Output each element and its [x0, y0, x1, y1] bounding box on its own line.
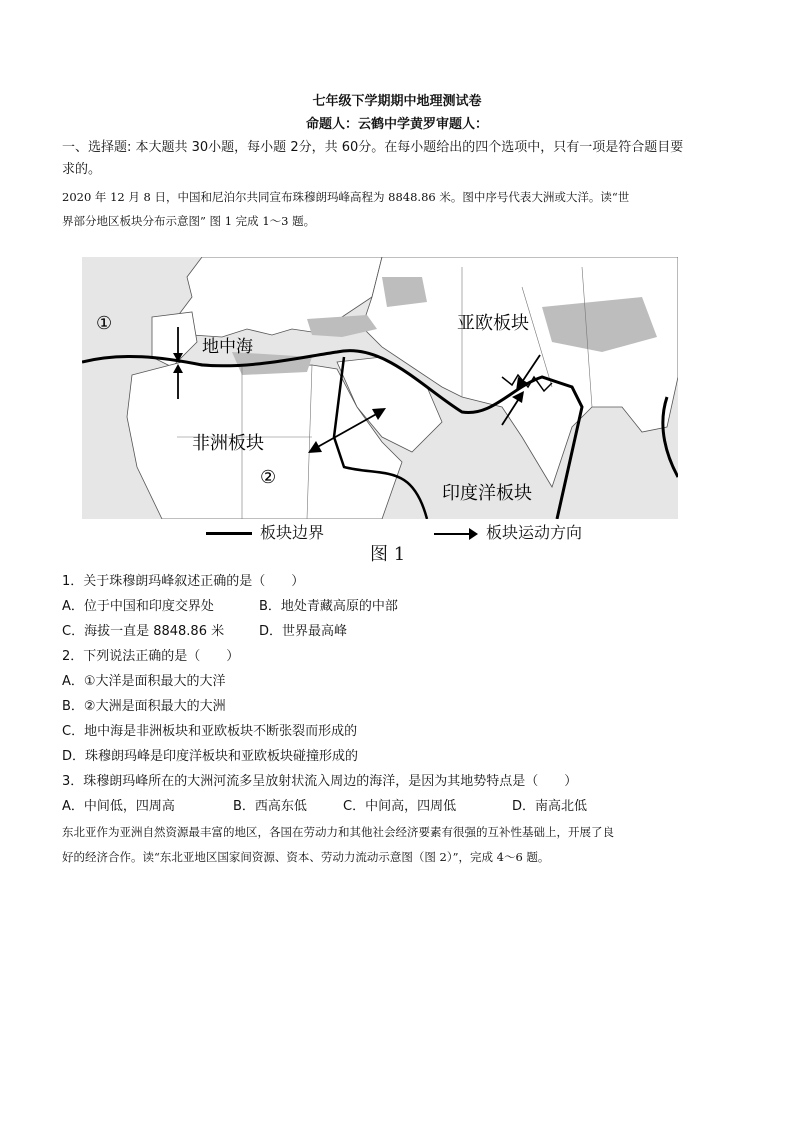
section-instructions-line2: 求的。 — [62, 162, 102, 177]
q3-option-b[interactable]: B．西高东低 — [233, 799, 307, 814]
ocean-1-label: ① — [96, 313, 113, 334]
q2-option-a[interactable]: A．①大洋是面积最大的大洋 — [62, 674, 226, 689]
continent-2-label: ② — [260, 467, 277, 488]
q3-option-c[interactable]: C．中间高，四周低 — [343, 799, 457, 814]
legend-motion — [434, 520, 582, 544]
mediterranean-label: 地中海 — [202, 337, 253, 357]
authors-line: 命题人：云鹤中学黄罗审题人： — [305, 117, 488, 132]
plate-map-svg — [82, 257, 678, 519]
boundary-swatch — [206, 532, 252, 535]
legend-boundary-label: 板块边界 — [260, 523, 325, 542]
q1-option-d[interactable]: D．世界最高峰 — [259, 624, 348, 639]
intro-paragraph-line2: 界部分地区板块分布示意图” 图 1 完成 1～3 题。 — [62, 214, 316, 228]
q2-option-d[interactable]: D．珠穆朗玛峰是印度洋板块和亚欧板块碰撞形成的 — [62, 749, 359, 764]
q1-option-a[interactable]: A．位于中国和印度交界处 — [62, 599, 214, 614]
legend-boundary — [206, 520, 324, 544]
legend-motion-label: 板块运动方向 — [486, 523, 583, 542]
plate-map-figure — [82, 257, 678, 519]
q2-option-c[interactable]: C．地中海是非洲板块和亚欧板块不断张裂而形成的 — [62, 724, 358, 739]
q2-stem: 2．下列说法正确的是（ ） — [62, 649, 240, 664]
motion-arrow-swatch — [434, 533, 474, 535]
q3-stem: 3．珠穆朗玛峰所在的大洲河流多呈放射状流入周边的海洋，是因为其地势特点是（ ） — [62, 774, 578, 789]
intro-paragraph-line1: 2020 年 12 月 8 日，中国和尼泊尔共同宣布珠穆朗玛峰高程为 8848.86 米。图中序号代表大洲或大洋。读“世 — [62, 190, 630, 204]
african-plate-label: 非洲板块 — [192, 433, 264, 454]
q3-option-d[interactable]: D．南高北低 — [512, 799, 588, 814]
indian-plate-label: 印度洋板块 — [442, 483, 532, 504]
q1-option-c[interactable]: C．海拔一直是 8848.86 米 — [62, 624, 225, 639]
section-instructions-line1: 一、选择题: 本大题共 30小题，每小题 2分，共 60分。在每小题给出的四个选项中，只有一项是符合题目要 — [62, 140, 684, 155]
intro2-paragraph-line1: 东北亚作为亚洲自然资源最丰富的地区，各国在劳动力和其他社会经济要素有很强的互补性基础上，开展了良 — [62, 825, 614, 839]
page-title: 七年级下学期期中地理测试卷 — [312, 94, 482, 109]
q2-option-b[interactable]: B．②大洲是面积最大的大洲 — [62, 699, 226, 714]
caspian-shaded — [382, 277, 427, 307]
intro2-paragraph-line2: 好的经济合作。读“东北亚地区国家间资源、资本、劳动力流动示意图（图 2）”，完成 4～6 题。 — [62, 850, 550, 864]
q3-option-a[interactable]: A．中间低，四周高 — [62, 799, 175, 814]
eurasian-plate-label: 亚欧板块 — [457, 313, 529, 334]
figure-1-caption: 图 1 — [370, 544, 406, 565]
q1-option-b[interactable]: B．地处青藏高原的中部 — [259, 599, 398, 614]
q1-stem: 1．关于珠穆朗玛峰叙述正确的是（ ） — [62, 574, 305, 589]
